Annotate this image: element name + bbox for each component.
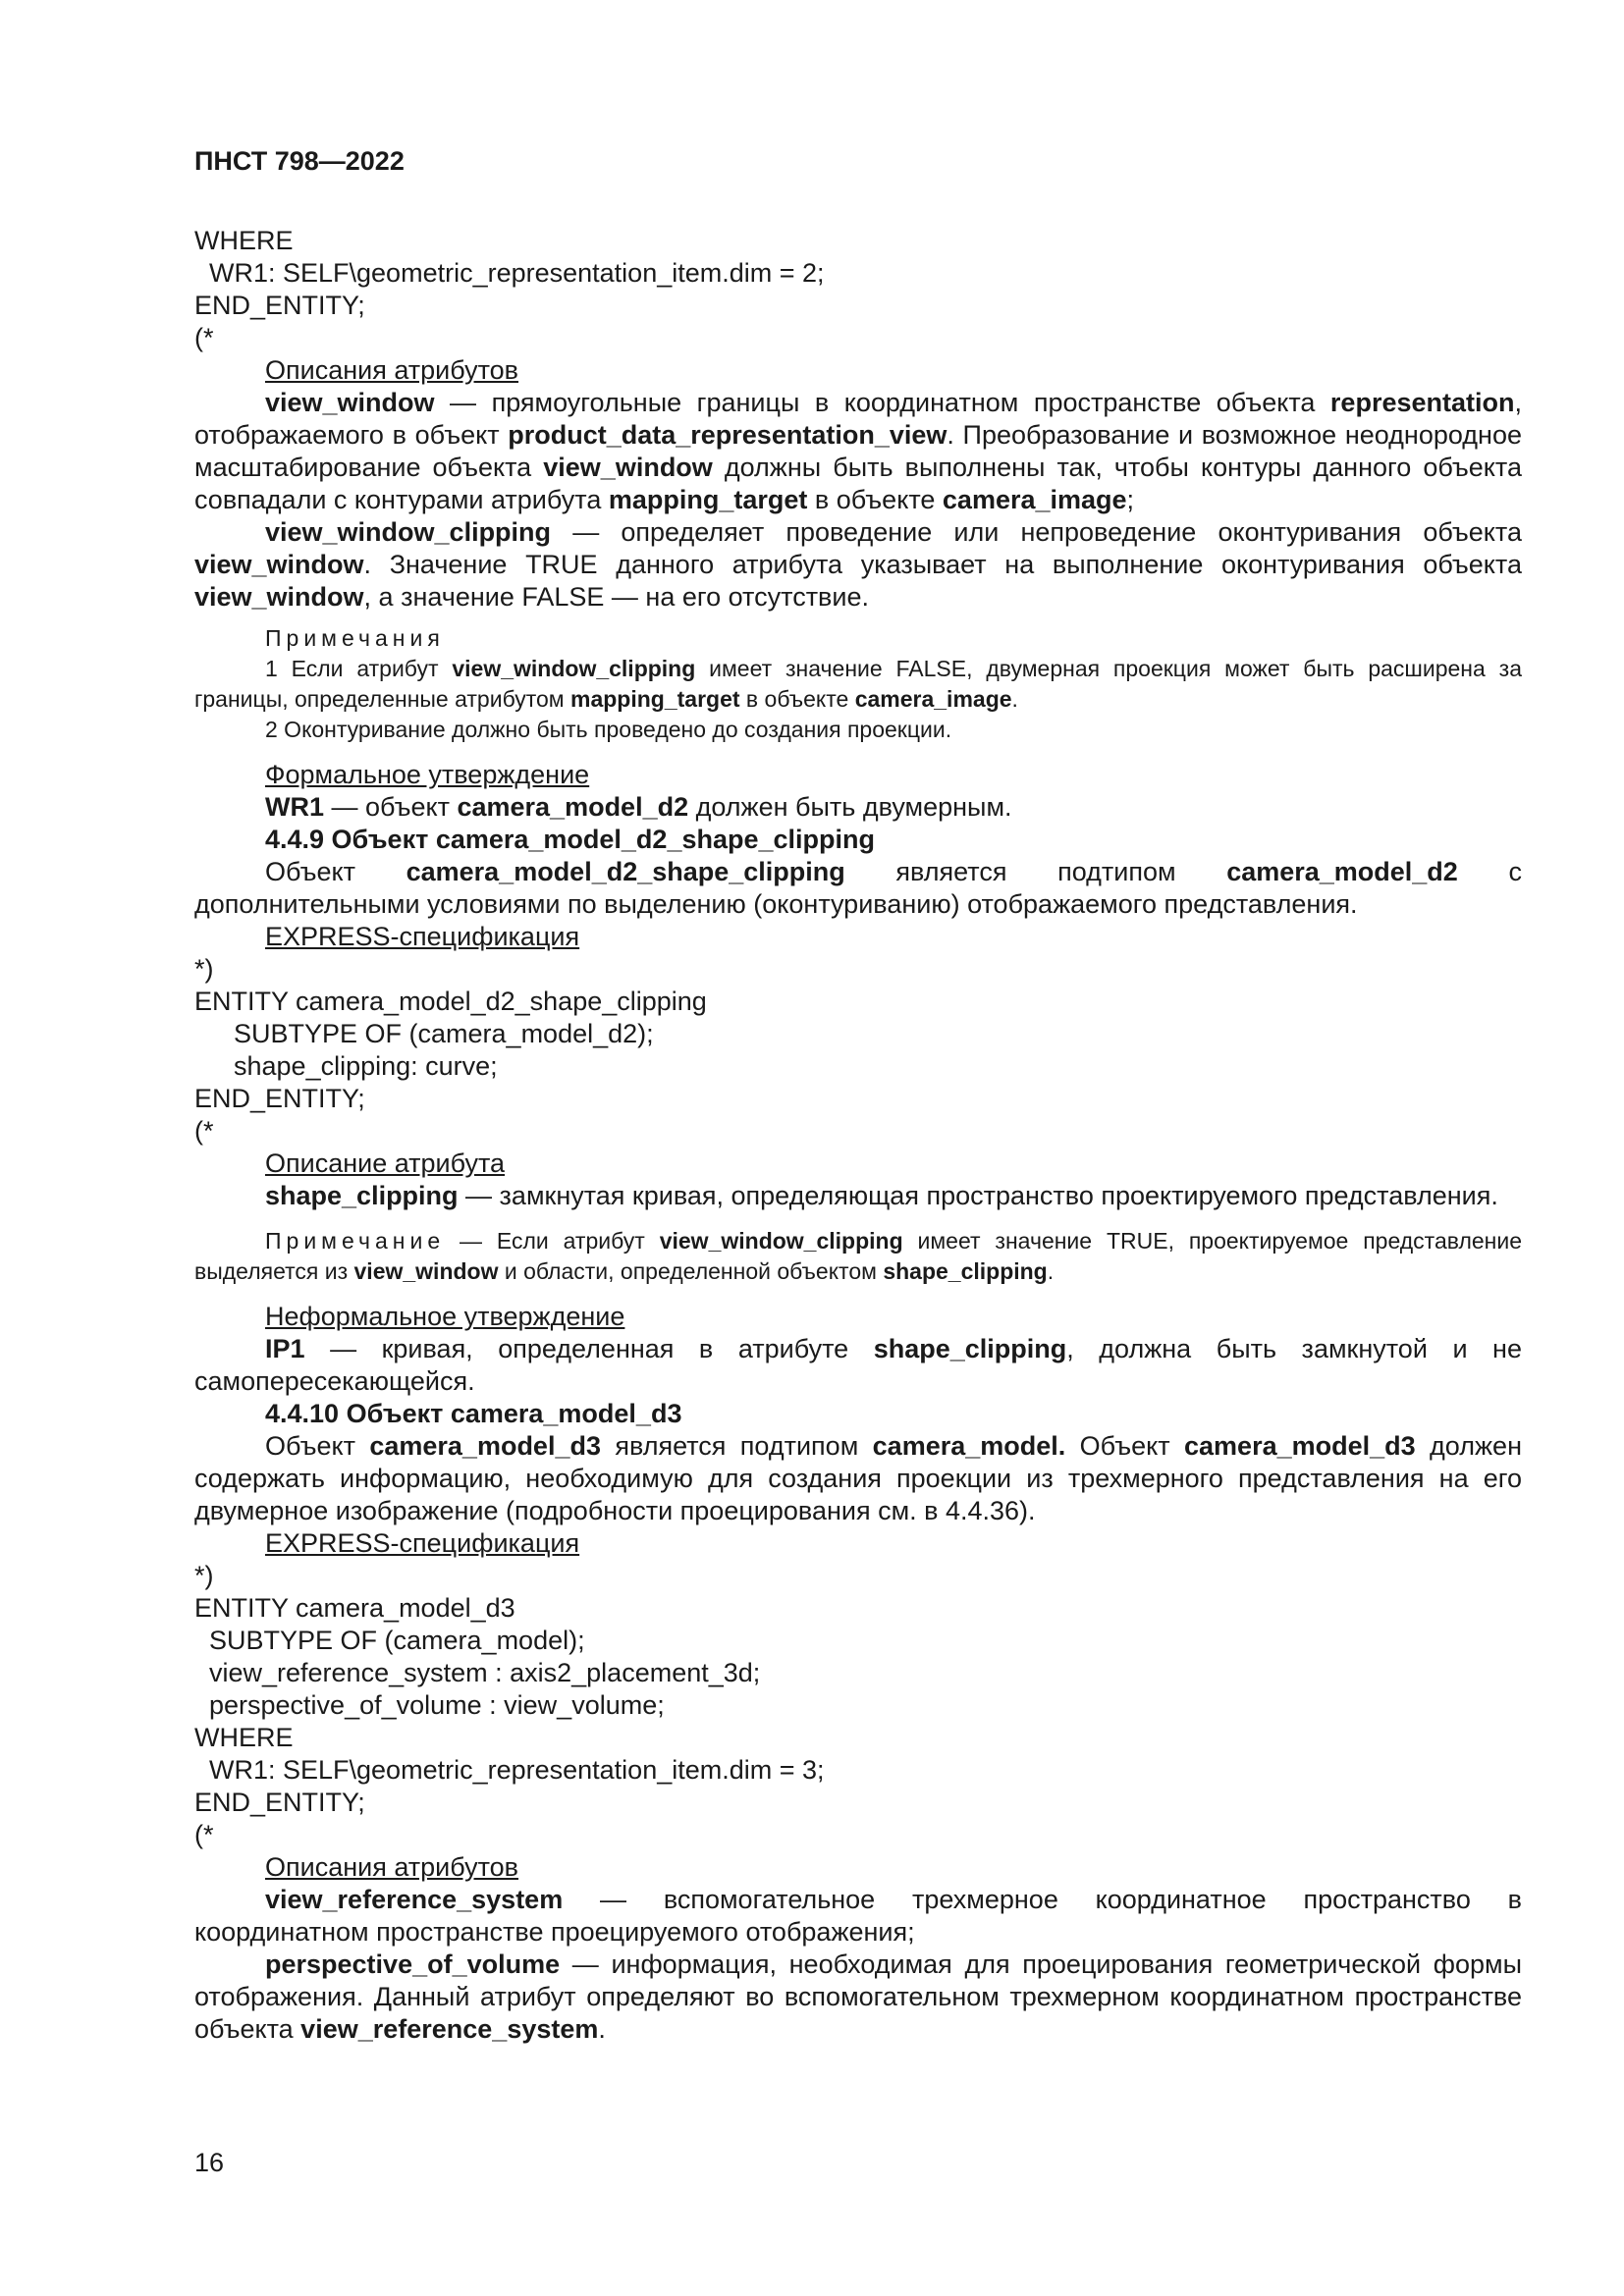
term: view_window [543, 453, 713, 482]
paragraph-view-window [194, 387, 1522, 516]
text: — замкнутая кривая, определяющая пространство проектируемого представления. [458, 1181, 1498, 1210]
term: mapping_target [608, 485, 808, 514]
code-line: shape_clipping: curve; [234, 1051, 498, 1081]
code-line: perspective_of_volume : view_volume; [209, 1690, 665, 1720]
text: . [1047, 1258, 1055, 1284]
paragraph-view-reference-system [194, 1884, 1522, 1949]
term: view_window [194, 550, 364, 579]
note-label: Примечание [265, 1228, 446, 1254]
text: имеет значение TRUE, проектируемое представление выделяется из [194, 1228, 1522, 1284]
document-id-header: ПНСТ 798—2022 [194, 146, 405, 176]
text: в объекте [807, 485, 943, 514]
code-line: WHERE [194, 226, 294, 255]
term: product_data_representation_view [508, 420, 947, 450]
page-number: 16 [194, 2148, 225, 2177]
code-line: (* [194, 1116, 214, 1146]
code-line: WR1: SELF\geometric_representation_item.dim = 2; [209, 258, 825, 288]
text: Объект [265, 1431, 370, 1461]
code-line: WR1: SELF\geometric_representation_item.dim = 3; [209, 1755, 825, 1785]
note [194, 1226, 1522, 1287]
document-page [194, 145, 1522, 2148]
text: имеет значение FALSE, двумерная проекция может быть расширена за границы, определенные атрибутом [194, 656, 1522, 712]
text: — Если атрибут [445, 1228, 660, 1254]
paragraph-ip1 [194, 1333, 1522, 1398]
text: — объект [324, 792, 458, 822]
term: view_window_clipping [265, 517, 552, 547]
code-line: WHERE [194, 1723, 294, 1752]
attribute-heading: Описание атрибута [265, 1148, 506, 1178]
paragraph-shape-clipping-intro [194, 856, 1522, 921]
text: и области, определенной объектом [498, 1258, 884, 1284]
code-line: SUBTYPE OF (camera_model_d2); [234, 1019, 654, 1048]
formal-proposition-heading: Формальное утверждение [265, 760, 590, 789]
term: camera_model_d2_shape_clipping [406, 857, 845, 886]
code-line: END_ENTITY; [194, 1788, 365, 1817]
text: должны быть выполнены так, чтобы контуры данного объекта совпадали с контурами атрибута [194, 453, 1522, 514]
term: view_window [353, 1258, 499, 1284]
term: view_reference_system [300, 2014, 599, 2044]
text: — кривая, определенная в атрибуте [304, 1334, 874, 1363]
text: . [598, 2014, 606, 2044]
text: . [1011, 686, 1018, 712]
text: Объект [1065, 1431, 1185, 1461]
attributes-heading: Описания атрибутов [265, 1852, 519, 1882]
term: camera_image [942, 485, 1127, 514]
paragraph-camera-model-d3-intro [194, 1430, 1522, 1527]
text: 1 Если атрибут [265, 656, 453, 681]
express-heading: EXPRESS-спецификация [265, 1528, 580, 1558]
note-1 [194, 654, 1522, 715]
text: — прямоугольные границы в координатном пространстве объекта [434, 388, 1330, 417]
express-heading: EXPRESS-спецификация [265, 922, 580, 951]
text: является подтипом [600, 1431, 873, 1461]
text: в объекте [739, 686, 855, 712]
paragraph-shape-clipping [194, 1180, 1522, 1212]
term: shape_clipping [265, 1181, 459, 1210]
attributes-heading: Описания атрибутов [265, 355, 519, 385]
code-line: END_ENTITY; [194, 1084, 365, 1113]
code-line: *) [194, 954, 214, 984]
text: , а значение FALSE — на его отсутствие. [363, 582, 869, 612]
term: camera_model_d2 [1226, 857, 1458, 886]
term: view_window_clipping [659, 1228, 903, 1254]
code-line: view_reference_system : axis2_placement_3d; [209, 1658, 761, 1687]
paragraph-perspective-of-volume [194, 1949, 1522, 2046]
code-line: SUBTYPE OF (camera_model); [209, 1626, 585, 1655]
term: shape_clipping [873, 1334, 1067, 1363]
term: camera_model. [872, 1431, 1066, 1461]
text: Объект [265, 857, 406, 886]
text: должен содержать информацию, необходимую для создания проекции из трехмерного представления на его двумерное изображение (подробности проецирования см. в 4.4.36). [194, 1431, 1522, 1525]
text: . Преобразование и возможное неоднородное масштабирование объекта [194, 420, 1522, 482]
spacer [194, 1212, 1522, 1226]
spacer [194, 1287, 1522, 1301]
text: ; [1126, 485, 1135, 514]
text: , должна быть замкнутой и не самопересекающейся. [194, 1334, 1522, 1396]
term: view_window [265, 388, 435, 417]
paragraph-view-window-clipping [194, 516, 1522, 614]
code-line: (* [194, 323, 214, 352]
term: view_reference_system [265, 1885, 564, 1914]
text: является подтипом [844, 857, 1227, 886]
text: — вспомогательное трехмерное координатное пространство в координатном пространстве проецируемого отображения; [194, 1885, 1522, 1947]
code-line: END_ENTITY; [194, 291, 365, 320]
notes-heading: Примечания [265, 625, 445, 651]
term: camera_image [854, 686, 1012, 712]
term: IP1 [265, 1334, 305, 1363]
text: должен быть двумерным. [688, 792, 1012, 822]
clause-heading: 4.4.9 Объект camera_model_d2_shape_clipping [265, 825, 875, 854]
term: WR1 [265, 792, 324, 822]
code-line: ENTITY camera_model_d2_shape_clipping [194, 987, 707, 1016]
text: . Значение TRUE данного атрибута указывает на выполнение оконтуривания объекта [363, 550, 1522, 579]
text: , отображаемого в объект [194, 388, 1522, 450]
term: camera_model_d2 [457, 792, 689, 822]
term: shape_clipping [883, 1258, 1048, 1284]
code-line: *) [194, 1561, 214, 1590]
term: view_window [194, 582, 364, 612]
code-line: ENTITY camera_model_d3 [194, 1593, 515, 1623]
code-line: (* [194, 1820, 214, 1849]
informal-proposition-heading: Неформальное утверждение [265, 1302, 625, 1331]
note-2: 2 Оконтуривание должно быть проведено до создания проекции. [265, 717, 952, 742]
term: mapping_target [570, 686, 740, 712]
term: camera_model_d3 [369, 1431, 601, 1461]
term: perspective_of_volume [265, 1949, 561, 1979]
paragraph-wr1 [194, 791, 1522, 824]
spacer [194, 745, 1522, 759]
text: с дополнительными условиями по выделению (оконтуриванию) отображаемого представления. [194, 857, 1522, 919]
clause-heading: 4.4.10 Объект camera_model_d3 [265, 1399, 682, 1428]
text: — информация, необходимая для проецирования геометрической формы отображения. Данный атрибут определяют во вспомогательном трехмерном координатном пространстве объекта [194, 1949, 1522, 2044]
term: representation [1329, 388, 1515, 417]
term: view_window_clipping [452, 656, 696, 681]
term: camera_model_d3 [1184, 1431, 1416, 1461]
text: — определяет проведение или непроведение оконтуривания объекта [551, 517, 1522, 547]
